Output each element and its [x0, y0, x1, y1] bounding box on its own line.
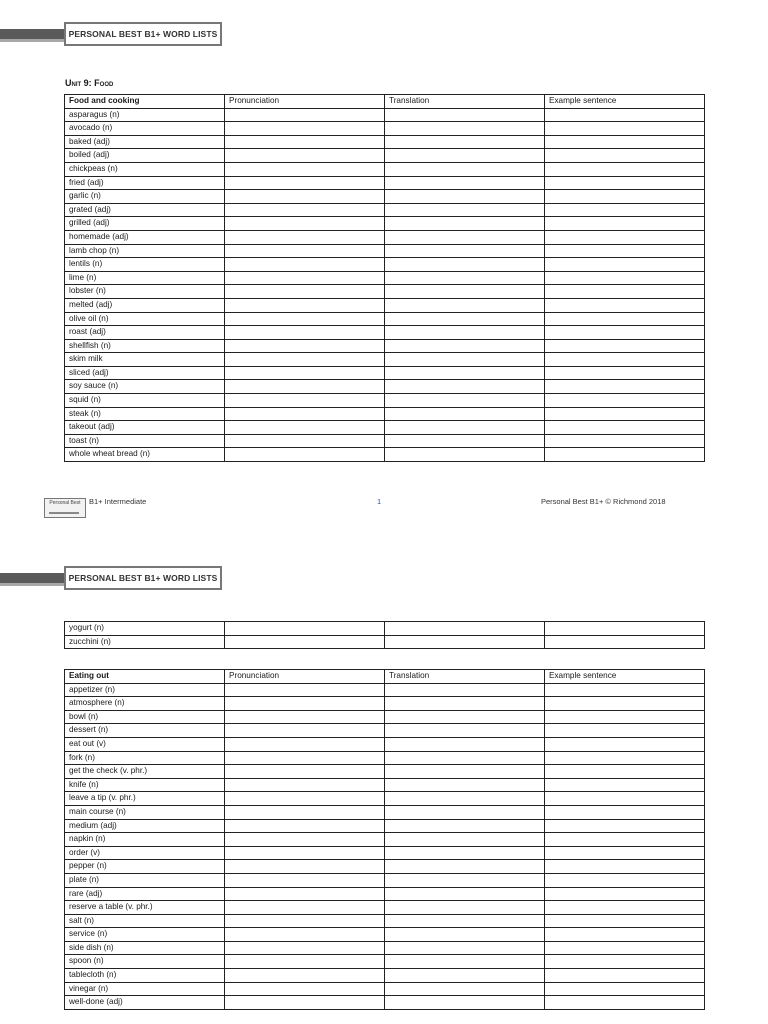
- translation-cell[interactable]: [385, 312, 545, 326]
- example-cell[interactable]: [545, 421, 705, 435]
- pronunciation-cell[interactable]: [225, 683, 385, 697]
- translation-cell[interactable]: [385, 421, 545, 435]
- example-cell[interactable]: [545, 285, 705, 299]
- translation-cell[interactable]: [385, 941, 545, 955]
- table-row: [65, 914, 705, 928]
- example-cell[interactable]: [545, 860, 705, 874]
- table-row: [65, 122, 705, 136]
- example-cell[interactable]: [545, 873, 705, 887]
- table-row: [65, 901, 705, 915]
- translation-cell[interactable]: [385, 635, 545, 649]
- word-cell: bowl (n): [65, 710, 225, 724]
- translation-cell[interactable]: [385, 955, 545, 969]
- pronunciation-cell[interactable]: [225, 724, 385, 738]
- example-cell[interactable]: [545, 792, 705, 806]
- example-cell[interactable]: [545, 697, 705, 711]
- translation-cell[interactable]: [385, 298, 545, 312]
- page-header-2: PERSONAL BEST B1+ WORD LISTS: [64, 566, 222, 590]
- example-cell[interactable]: [545, 996, 705, 1010]
- word-cell: knife (n): [65, 778, 225, 792]
- word-cell: plate (n): [65, 873, 225, 887]
- pronunciation-cell[interactable]: [225, 326, 385, 340]
- pronunciation-cell[interactable]: [225, 285, 385, 299]
- translation-cell[interactable]: [385, 326, 545, 340]
- word-cell: asparagus (n): [65, 108, 225, 122]
- footer-page-number: 1: [377, 497, 382, 506]
- translation-cell[interactable]: [385, 737, 545, 751]
- example-cell[interactable]: [545, 724, 705, 738]
- word-cell: service (n): [65, 928, 225, 942]
- header-band-light: [0, 39, 70, 42]
- word-cell: zucchini (n): [65, 635, 225, 649]
- table-row: [65, 846, 705, 860]
- footer-copyright: Personal Best B1+ © Richmond 2018: [541, 497, 666, 506]
- pronunciation-cell[interactable]: [225, 737, 385, 751]
- example-cell[interactable]: [545, 108, 705, 122]
- word-cell: tablecloth (n): [65, 969, 225, 983]
- pronunciation-cell[interactable]: [225, 982, 385, 996]
- column-header-pronunciation: Pronunciation: [225, 670, 385, 684]
- word-cell: takeout (adj): [65, 421, 225, 435]
- translation-cell[interactable]: [385, 162, 545, 176]
- word-cell: vinegar (n): [65, 982, 225, 996]
- column-header-pronunciation: Pronunciation: [225, 95, 385, 109]
- table-row: [65, 928, 705, 942]
- pronunciation-cell[interactable]: [225, 887, 385, 901]
- translation-cell[interactable]: [385, 846, 545, 860]
- table-row: [65, 203, 705, 217]
- word-cell: lentils (n): [65, 258, 225, 272]
- pronunciation-cell[interactable]: [225, 805, 385, 819]
- translation-cell[interactable]: [385, 819, 545, 833]
- example-cell[interactable]: [545, 176, 705, 190]
- word-cell: shellfish (n): [65, 339, 225, 353]
- pronunciation-cell[interactable]: [225, 710, 385, 724]
- word-cell: baked (adj): [65, 135, 225, 149]
- example-cell[interactable]: [545, 244, 705, 258]
- translation-cell[interactable]: [385, 203, 545, 217]
- table-header-row: [65, 95, 705, 109]
- word-cell: napkin (n): [65, 833, 225, 847]
- pronunciation-cell[interactable]: [225, 860, 385, 874]
- table-row: [65, 792, 705, 806]
- pronunciation-cell[interactable]: [225, 217, 385, 231]
- pronunciation-cell[interactable]: [225, 366, 385, 380]
- word-cell: spoon (n): [65, 955, 225, 969]
- pronunciation-cell[interactable]: [225, 244, 385, 258]
- table-row: [65, 258, 705, 272]
- pronunciation-cell[interactable]: [225, 190, 385, 204]
- table-row: [65, 339, 705, 353]
- table-row: [65, 697, 705, 711]
- example-cell[interactable]: [545, 326, 705, 340]
- table-row: [65, 149, 705, 163]
- footer-level: B1+ Intermediate: [89, 497, 147, 506]
- table-row: [65, 434, 705, 448]
- pronunciation-cell[interactable]: [225, 162, 385, 176]
- table-row: [65, 982, 705, 996]
- table-row: [65, 353, 705, 367]
- table-row: [65, 190, 705, 204]
- example-cell[interactable]: [545, 271, 705, 285]
- pronunciation-cell[interactable]: [225, 819, 385, 833]
- table-row: [65, 724, 705, 738]
- pronunciation-cell[interactable]: [225, 901, 385, 915]
- example-cell[interactable]: [545, 941, 705, 955]
- word-cell: rare (adj): [65, 887, 225, 901]
- pronunciation-cell[interactable]: [225, 996, 385, 1010]
- example-cell[interactable]: [545, 928, 705, 942]
- table-row: [65, 407, 705, 421]
- translation-cell[interactable]: [385, 339, 545, 353]
- translation-cell[interactable]: [385, 380, 545, 394]
- header-band-dark-2: [0, 573, 70, 583]
- translation-cell[interactable]: [385, 176, 545, 190]
- page-header: PERSONAL BEST B1+ WORD LISTS: [64, 22, 222, 46]
- translation-cell[interactable]: [385, 285, 545, 299]
- translation-cell[interactable]: [385, 122, 545, 136]
- table-row: [65, 765, 705, 779]
- column-header-example: Example sentence: [545, 95, 705, 109]
- example-cell[interactable]: [545, 765, 705, 779]
- logo-bar: [49, 512, 79, 514]
- translation-cell[interactable]: [385, 244, 545, 258]
- example-cell[interactable]: [545, 380, 705, 394]
- translation-cell[interactable]: [385, 996, 545, 1010]
- translation-cell[interactable]: [385, 271, 545, 285]
- pronunciation-cell[interactable]: [225, 765, 385, 779]
- word-cell: fork (n): [65, 751, 225, 765]
- translation-cell[interactable]: [385, 622, 545, 636]
- example-cell[interactable]: [545, 887, 705, 901]
- translation-cell[interactable]: [385, 697, 545, 711]
- pronunciation-cell[interactable]: [225, 846, 385, 860]
- example-cell[interactable]: [545, 339, 705, 353]
- word-cell: grilled (adj): [65, 217, 225, 231]
- word-cell: sliced (adj): [65, 366, 225, 380]
- pronunciation-cell[interactable]: [225, 135, 385, 149]
- table-row: [65, 778, 705, 792]
- example-cell[interactable]: [545, 434, 705, 448]
- word-cell: toast (n): [65, 434, 225, 448]
- table-row: [65, 135, 705, 149]
- word-cell: olive oil (n): [65, 312, 225, 326]
- pronunciation-cell[interactable]: [225, 434, 385, 448]
- translation-cell[interactable]: [385, 901, 545, 915]
- translation-cell[interactable]: [385, 366, 545, 380]
- table-row: [65, 710, 705, 724]
- table-row: [65, 833, 705, 847]
- word-cell: well-done (adj): [65, 996, 225, 1010]
- word-cell: whole wheat bread (n): [65, 448, 225, 462]
- example-cell[interactable]: [545, 805, 705, 819]
- translation-cell[interactable]: [385, 751, 545, 765]
- pronunciation-cell[interactable]: [225, 176, 385, 190]
- pronunciation-cell[interactable]: [225, 258, 385, 272]
- word-cell: grated (adj): [65, 203, 225, 217]
- translation-cell[interactable]: [385, 135, 545, 149]
- food-and-cooking-continuation-table: [64, 621, 705, 649]
- translation-cell[interactable]: [385, 873, 545, 887]
- translation-cell[interactable]: [385, 108, 545, 122]
- example-cell[interactable]: [545, 190, 705, 204]
- translation-cell[interactable]: [385, 914, 545, 928]
- translation-cell[interactable]: [385, 928, 545, 942]
- word-cell: appetizer (n): [65, 683, 225, 697]
- table-row: [65, 394, 705, 408]
- pronunciation-cell[interactable]: [225, 298, 385, 312]
- table-row: [65, 737, 705, 751]
- example-cell[interactable]: [545, 914, 705, 928]
- word-cell: pepper (n): [65, 860, 225, 874]
- word-cell: soy sauce (n): [65, 380, 225, 394]
- word-cell: melted (adj): [65, 298, 225, 312]
- example-cell[interactable]: [545, 737, 705, 751]
- table-row: [65, 244, 705, 258]
- pronunciation-cell[interactable]: [225, 778, 385, 792]
- unit-title: Unit 9: Food: [65, 78, 114, 88]
- word-cell: dessert (n): [65, 724, 225, 738]
- translation-cell[interactable]: [385, 217, 545, 231]
- table-row: [65, 860, 705, 874]
- table-row: [65, 635, 705, 649]
- example-cell[interactable]: [545, 751, 705, 765]
- logo-text: Personal Best: [49, 500, 81, 506]
- translation-cell[interactable]: [385, 710, 545, 724]
- translation-cell[interactable]: [385, 190, 545, 204]
- example-cell[interactable]: [545, 778, 705, 792]
- table-row: [65, 622, 705, 636]
- column-header-category: Food and cooking: [65, 95, 225, 109]
- word-cell: avocado (n): [65, 122, 225, 136]
- table-row: [65, 312, 705, 326]
- table-row: [65, 326, 705, 340]
- word-cell: chickpeas (n): [65, 162, 225, 176]
- table-row: [65, 448, 705, 462]
- pronunciation-cell[interactable]: [225, 122, 385, 136]
- pronunciation-cell[interactable]: [225, 312, 385, 326]
- table-row: [65, 298, 705, 312]
- header-band-light-2: [0, 583, 70, 586]
- table-row: [65, 955, 705, 969]
- example-cell[interactable]: [545, 230, 705, 244]
- example-cell[interactable]: [545, 819, 705, 833]
- column-header-translation: Translation: [385, 95, 545, 109]
- table-row: [65, 873, 705, 887]
- word-cell: garlic (n): [65, 190, 225, 204]
- personal-best-logo: [44, 498, 86, 518]
- translation-cell[interactable]: [385, 230, 545, 244]
- example-cell[interactable]: [545, 448, 705, 462]
- example-cell[interactable]: [545, 622, 705, 636]
- pronunciation-cell[interactable]: [225, 353, 385, 367]
- table-row: [65, 805, 705, 819]
- example-cell[interactable]: [545, 162, 705, 176]
- pronunciation-cell[interactable]: [225, 941, 385, 955]
- example-cell[interactable]: [545, 312, 705, 326]
- column-header-example: Example sentence: [545, 670, 705, 684]
- example-cell[interactable]: [545, 366, 705, 380]
- example-cell[interactable]: [545, 683, 705, 697]
- translation-cell[interactable]: [385, 683, 545, 697]
- word-cell: fried (adj): [65, 176, 225, 190]
- table-row: [65, 366, 705, 380]
- pronunciation-cell[interactable]: [225, 792, 385, 806]
- word-cell: lime (n): [65, 271, 225, 285]
- word-cell: squid (n): [65, 394, 225, 408]
- example-cell[interactable]: [545, 135, 705, 149]
- translation-cell[interactable]: [385, 448, 545, 462]
- example-cell[interactable]: [545, 394, 705, 408]
- header-band-dark: [0, 29, 70, 39]
- translation-cell[interactable]: [385, 258, 545, 272]
- translation-cell[interactable]: [385, 833, 545, 847]
- example-cell[interactable]: [545, 955, 705, 969]
- pronunciation-cell[interactable]: [225, 969, 385, 983]
- word-cell: side dish (n): [65, 941, 225, 955]
- word-cell: boiled (adj): [65, 149, 225, 163]
- word-cell: lamb chop (n): [65, 244, 225, 258]
- table-row: [65, 421, 705, 435]
- example-cell[interactable]: [545, 203, 705, 217]
- pronunciation-cell[interactable]: [225, 380, 385, 394]
- example-cell[interactable]: [545, 122, 705, 136]
- word-cell: steak (n): [65, 407, 225, 421]
- pronunciation-cell[interactable]: [225, 448, 385, 462]
- word-cell: atmosphere (n): [65, 697, 225, 711]
- translation-cell[interactable]: [385, 407, 545, 421]
- translation-cell[interactable]: [385, 887, 545, 901]
- table-row: [65, 285, 705, 299]
- word-cell: get the check (v. phr.): [65, 765, 225, 779]
- word-cell: lobster (n): [65, 285, 225, 299]
- example-cell[interactable]: [545, 353, 705, 367]
- table-row: [65, 108, 705, 122]
- pronunciation-cell[interactable]: [225, 914, 385, 928]
- pronunciation-cell[interactable]: [225, 407, 385, 421]
- example-cell[interactable]: [545, 217, 705, 231]
- pronunciation-cell[interactable]: [225, 149, 385, 163]
- table-row: [65, 176, 705, 190]
- example-cell[interactable]: [545, 969, 705, 983]
- pronunciation-cell[interactable]: [225, 873, 385, 887]
- table-row: [65, 162, 705, 176]
- translation-cell[interactable]: [385, 792, 545, 806]
- table-row: [65, 380, 705, 394]
- example-cell[interactable]: [545, 901, 705, 915]
- pronunciation-cell[interactable]: [225, 751, 385, 765]
- example-cell[interactable]: [545, 407, 705, 421]
- translation-cell[interactable]: [385, 434, 545, 448]
- table-row: [65, 217, 705, 231]
- translation-cell[interactable]: [385, 149, 545, 163]
- column-header-translation: Translation: [385, 670, 545, 684]
- table-row: [65, 230, 705, 244]
- food-and-cooking-table: [64, 94, 705, 462]
- pronunciation-cell[interactable]: [225, 697, 385, 711]
- pronunciation-cell[interactable]: [225, 108, 385, 122]
- word-cell: leave a tip (v. phr.): [65, 792, 225, 806]
- example-cell[interactable]: [545, 833, 705, 847]
- table-row: [65, 751, 705, 765]
- pronunciation-cell[interactable]: [225, 421, 385, 435]
- translation-cell[interactable]: [385, 724, 545, 738]
- translation-cell[interactable]: [385, 805, 545, 819]
- example-cell[interactable]: [545, 258, 705, 272]
- example-cell[interactable]: [545, 846, 705, 860]
- table-row: [65, 887, 705, 901]
- translation-cell[interactable]: [385, 969, 545, 983]
- example-cell[interactable]: [545, 298, 705, 312]
- example-cell[interactable]: [545, 982, 705, 996]
- pronunciation-cell[interactable]: [225, 339, 385, 353]
- pronunciation-cell[interactable]: [225, 635, 385, 649]
- translation-cell[interactable]: [385, 982, 545, 996]
- word-cell: yogurt (n): [65, 622, 225, 636]
- table-row: [65, 683, 705, 697]
- table-row: [65, 996, 705, 1010]
- pronunciation-cell[interactable]: [225, 394, 385, 408]
- pronunciation-cell[interactable]: [225, 203, 385, 217]
- word-cell: medium (adj): [65, 819, 225, 833]
- translation-cell[interactable]: [385, 394, 545, 408]
- word-cell: salt (n): [65, 914, 225, 928]
- table-row: [65, 271, 705, 285]
- column-header-category: Eating out: [65, 670, 225, 684]
- pronunciation-cell[interactable]: [225, 230, 385, 244]
- translation-cell[interactable]: [385, 765, 545, 779]
- table-row: [65, 969, 705, 983]
- pronunciation-cell[interactable]: [225, 833, 385, 847]
- pronunciation-cell[interactable]: [225, 622, 385, 636]
- pronunciation-cell[interactable]: [225, 955, 385, 969]
- pronunciation-cell[interactable]: [225, 271, 385, 285]
- eating-out-table: [64, 669, 705, 1010]
- word-cell: skim milk: [65, 353, 225, 367]
- word-cell: order (v): [65, 846, 225, 860]
- example-cell[interactable]: [545, 149, 705, 163]
- translation-cell[interactable]: [385, 860, 545, 874]
- translation-cell[interactable]: [385, 353, 545, 367]
- pronunciation-cell[interactable]: [225, 928, 385, 942]
- word-cell: reserve a table (v. phr.): [65, 901, 225, 915]
- table-row: [65, 941, 705, 955]
- word-cell: homemade (adj): [65, 230, 225, 244]
- translation-cell[interactable]: [385, 778, 545, 792]
- example-cell[interactable]: [545, 635, 705, 649]
- word-cell: roast (adj): [65, 326, 225, 340]
- table-header-row: [65, 670, 705, 684]
- word-cell: eat out (v): [65, 737, 225, 751]
- table-row: [65, 819, 705, 833]
- word-cell: main course (n): [65, 805, 225, 819]
- example-cell[interactable]: [545, 710, 705, 724]
